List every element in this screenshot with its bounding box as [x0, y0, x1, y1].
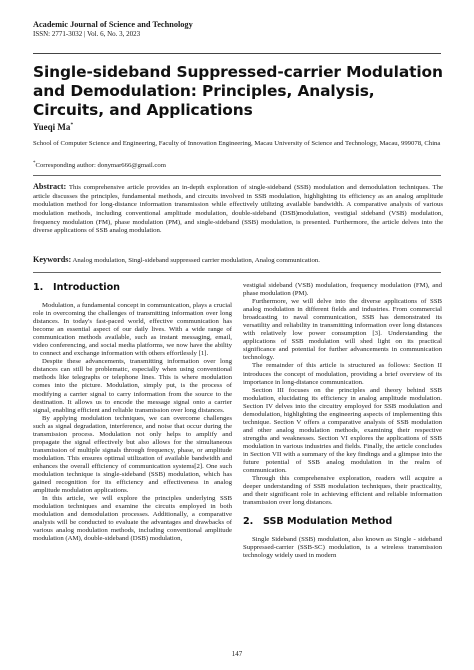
paper-title: Single-sideband Suppressed-carrier Modulation and Demodulation: Principles, Analysis, Circuits, and Applications [33, 63, 443, 119]
keywords-label: Keywords: [33, 255, 72, 264]
journal-header [33, 20, 443, 39]
page-number: 147 [231, 650, 243, 658]
journal-issn: ISSN: 2771-3032 | Vol. 6, No. 3, 2023 [33, 30, 141, 38]
section-heading-ssb-modulation [243, 516, 442, 528]
left-column [33, 282, 232, 543]
author-name: Yueqi Ma [33, 122, 71, 132]
section-number: 2. [243, 516, 254, 528]
journal-name: Academic Journal of Science and Technology [33, 20, 193, 29]
paragraph: Modulation, a fundamental concept in communication, plays a crucial role in overcoming the challenges of transmitting information over long distances. In today's fast-paced world, effective communication has become an essential aspect of our daily lives. With a wide range of communication methods available, such as instant messaging, email, video conferencing, and social media platforms, we now have the ability to connect and exchange information with others effortlessly [1]. [33, 302, 232, 358]
section-title: Introduction [53, 282, 120, 293]
paragraph: Through this comprehensive exploration, readers will acquire a deeper understanding of SSB modulation techniques, their practicality, and their significant role in achieving efficient and reliable information transmission over long distances. [243, 475, 442, 507]
right-column [243, 282, 442, 560]
abstract-top-divider [33, 175, 441, 176]
abstract-label: Abstract: [33, 182, 67, 191]
abstract-text: This comprehensive article provides an in-depth exploration of single-sideband (SSB) modulation and demodulation techniques. The article discusses the principles, fundamental methods, and circuits involved in SSB modulation, highlighting its efficiency as an analog amplitude modulation method for long-distance information transmission while effectively utilizing available bandwidth. A comparative analysis of various modulation methods, including conventional amplitude modulation, double-sideband (DSB)modulation, vestigial sideband (VSB) modulation, frequency modulation (FM), phase modulation (PM), and single-sideband (SSB) modulation, is presented. Furthermore, the article delves into the diverse applications of SSB analog modulation. [33, 184, 443, 235]
abstract [33, 183, 443, 236]
paragraph: vestigial sideband (VSB) modulation, frequency modulation (FM), and phase modulation (PM). [243, 282, 442, 298]
header-divider [33, 53, 441, 54]
section-title: SSB Modulation Method [263, 516, 393, 528]
author [33, 122, 73, 132]
corresponding-author [33, 159, 166, 170]
author-mark: * [70, 122, 74, 128]
paragraph: By applying modulation techniques, we can overcome challenges such as signal degradation, interference, and noise that occur during the transmission process. Modulation not only helps to amplify and propagate the signal effectively but also allows for the simultaneous transmission of multiple signals through frequency, phase, or amplitude modulation. This ensures optimal utilization of available bandwidth and enhances the overall efficiency of communication systems[2]. One such modulation technique is single-sideband (SSB) modulation, which has gained recognition for its efficiency and effectiveness in analog amplitude modulation applications. [33, 414, 232, 495]
paragraph: Despite these advancements, transmitting information over long distances can still be problematic, especially when using conventional methods like telegraphs or telephone lines. This is where modulation comes into the picture. Modulation, simply put, is the process of modifying a carrier signal to carry information from the source to the destination. It allows us to encode the message signal onto a carrier signal, enabling efficient and reliable transmission over long distances. [33, 358, 232, 414]
section-heading-introduction [33, 282, 232, 294]
paragraph: In this article, we will explore the principles underlying SSB modulation techniques and examine the circuits employed in both modulation and demodulation processes. Additionally, a comparative analysis will be conducted to evaluate the advantages and drawbacks of various analog modulation methods, including conventional amplitude modulation (AM), double-sideband (DSB) modulation, [33, 495, 232, 543]
corresponding-mark: * [33, 161, 36, 166]
keywords [33, 255, 443, 265]
abstract-bottom-divider [33, 272, 441, 273]
section-number: 1. [33, 282, 44, 293]
paragraph: The remainder of this article is structured as follows: Section II introduces the concept of modulation, providing a brief overview of its importance in long-distance communication. [243, 362, 442, 386]
paragraph: Single Sideband (SSB) modulation, also known as Single - sideband Suppressed-carrier (SSB-SC) modulation, is a wireless transmission technology widely used in modern [243, 536, 442, 560]
paragraph: Furthermore, we will delve into the diverse applications of SSB analog modulation in different fields and industries. From commercial broadcasting to naval communication, SSB has demonstrated its versatility and reliability in transmitting information over long distances with relatively low power consumption [3]. Understanding the applications of SSB modulation will shed light on its practical significance and potential for further advancements in communication technology. [243, 298, 442, 362]
corresponding-text: Corresponding author: donymar666@gmail.com [35, 162, 166, 170]
keywords-text: Analog modulation, Singl-sideband suppressed carrier modulation, Analog communication. [72, 257, 320, 264]
paragraph: Section III focuses on the principles and theory behind SSB modulation, elucidating its efficiency in analog amplitude modulation. Section IV delves into the circuitry employed for SSB modulation and demodulation, highlighting the engineering aspects of implementing this technique. Section V offers a comparative analysis of SSB modulation and other analog modulation methods, examining their respective strengths and weaknesses. Section VI explores the applications of SSB modulation in various industries and fields. Finally, the article concludes in Section VII with a summary of the key findings and a glimpse into the future potential of SSB analog modulation in the realm of communication. [243, 386, 442, 475]
affiliation: School of Computer Science and Engineering, Faculty of Innovation Engineering, Macau University of Science and Technology, Macau, 999078, China [33, 140, 441, 147]
